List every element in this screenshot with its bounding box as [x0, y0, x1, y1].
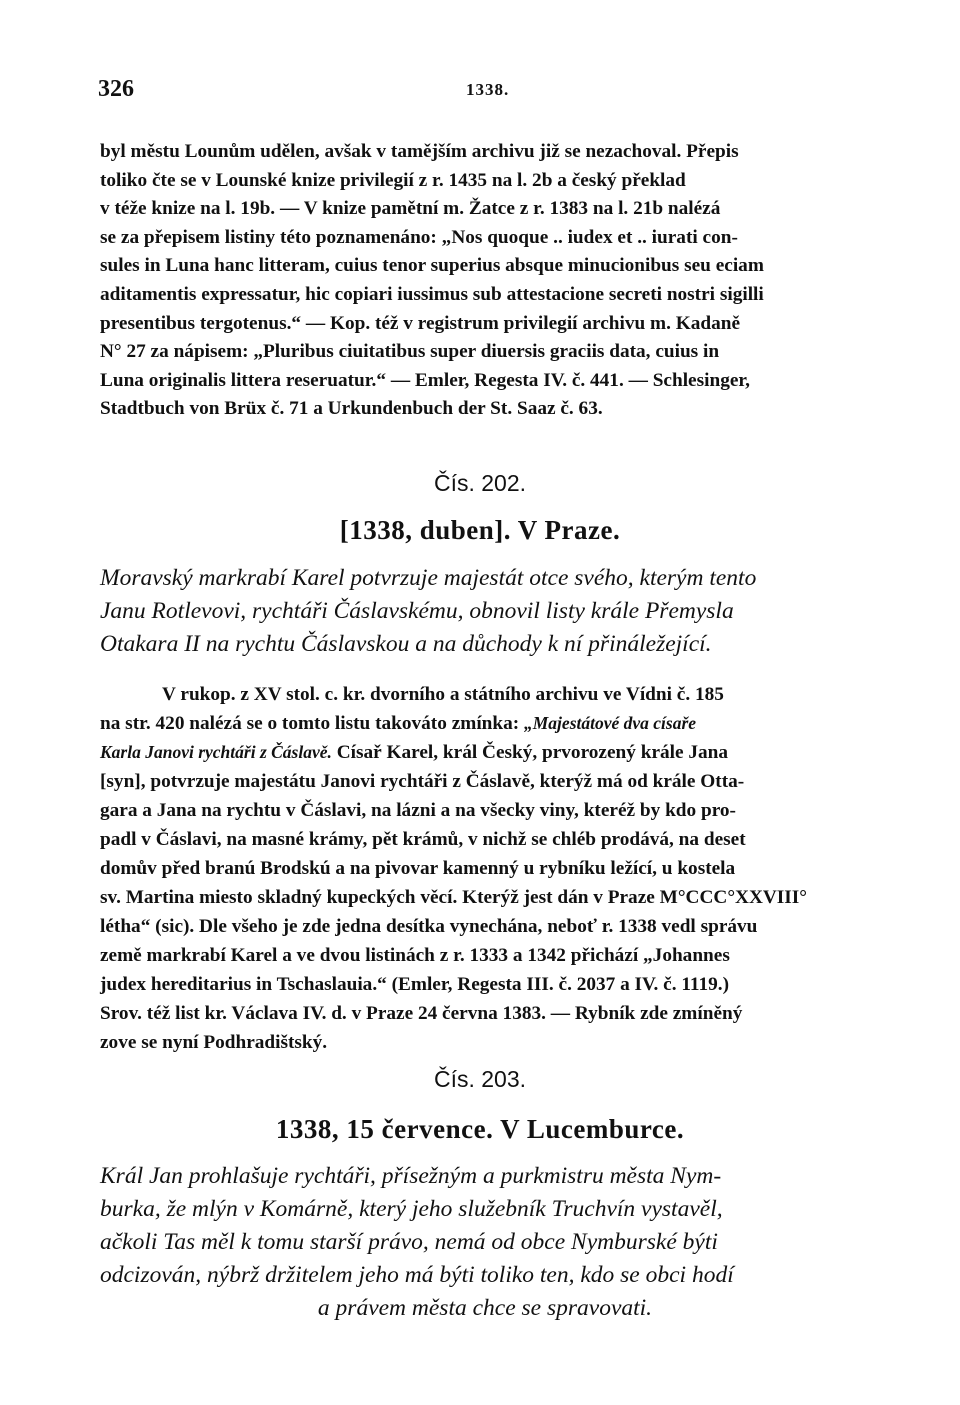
text-fragment: na str. 420 nalézá se o tomto listu takováto zmínka: [100, 713, 524, 734]
regest-202 [100, 562, 870, 661]
text-line: gara a Jana na rychtu v Čáslavi, na lázni a na všecky viny, kteréž by kdo pro- [100, 800, 736, 821]
quoted-mention: Karla Janovi rychtáři z Čáslavě. [100, 742, 332, 762]
text-line: Luna originalis littera reseruatur.“ — Emler, Regesta IV. č. 441. — Schlesinger, [100, 369, 751, 391]
text-line: v téže knize na l. 19b. — V knize pamětní m. Žatce z r. 1383 na l. 21b nalézá [100, 198, 721, 220]
text-line: sules in Luna hanc litteram, cuius tenor superius absque minucionibus seu eciam [100, 255, 764, 277]
regest-line: Moravský markrabí Karel potvrzuje majestát otce svého, kterým tento [100, 565, 757, 591]
note-202 [100, 680, 870, 1057]
text-line [100, 738, 870, 767]
text-line: aditamentis expressatur, hic copiari iussimus sub attestacione secreti nostri sigilli [100, 283, 764, 305]
quoted-mention: „Majestátové dva císaře [524, 713, 697, 733]
text-line: toliko čte se v Lounské knize privilegií z r. 1435 na l. 2b a český překlad [100, 169, 686, 191]
text-line: V rukop. z XV stol. c. kr. dvorního a státního archivu ve Vídni č. 185 [162, 684, 724, 705]
page-header [98, 76, 878, 106]
text-line: presentibus tergotenus.“ — Kop. též v registrum privilegií archivu m. Kadaně [100, 312, 741, 334]
document-date-place-202: [1338, duben]. V Praze. [339, 515, 621, 545]
text-line: padl v Čáslavi, na masné krámy, pět krámů, v nichž se chléb prodává, na deset [100, 829, 746, 850]
text-line: zove se nyní Podhradištský. [100, 1032, 328, 1053]
regest-line: a právem města chce se spravovati. [317, 1295, 653, 1321]
intro-paragraph [100, 138, 870, 424]
text-fragment: Císař Karel, král Český, prvorozený krále Jana [331, 742, 729, 763]
regest-line: Otakara II na rychtu Čáslavskou a na důchody k ní přináležející. [100, 631, 712, 657]
text-line: byl městu Lounům udělen, avšak v tamějším archivu již se nezachoval. Přepis [100, 141, 739, 162]
text-line: [syn], potvrzuje majestátu Janovi rychtáři z Čáslavě, kterýž má od krále Otta- [100, 771, 745, 792]
text-line: judex hereditarius in Tschaslauia.“ (Emler, Regesta III. č. 2037 a IV. č. 1119.) [100, 974, 730, 995]
regest-line: Král Jan prohlašuje rychtáři, přísežným a purkmistru města Nym- [100, 1163, 722, 1189]
document-date-place-203: 1338, 15 července. V Lucemburce. [275, 1114, 685, 1144]
text-line [100, 709, 870, 738]
page-number: 326 [98, 76, 134, 102]
document-number-203: Čís. 203. [433, 1066, 527, 1092]
text-line: se za přepisem listiny této poznamenáno: „Nos quoque .. iudex et .. iurati con- [100, 226, 738, 248]
text-line: Stadtbuch von Brüx č. 71 a Urkundenbuch der St. Saaz č. 63. [100, 398, 603, 420]
regest-line: burka, že mlýn v Komárně, který jeho služebník Truchvín vystavěl, [100, 1196, 723, 1222]
text-line: létha“ (sic). Dle všeho je zde jedna desítka vynechána, neboť r. 1338 vedl správu [100, 916, 758, 937]
regest-line: Janu Rotlevovi, rychtáři Čáslavskému, obnovil listy krále Přemysla [100, 598, 734, 624]
regest-line: odcizován, nýbrž držitelem jeho má býti toliko ten, kdo se obci hodí [100, 1262, 734, 1288]
text-line: země markrabí Karel a ve dvou listinách z r. 1333 a 1342 přichází „Johannes [100, 945, 730, 966]
regest-203 [100, 1160, 870, 1325]
regest-line: ačkoli Tas měl k tomu starší právo, nemá od obce Nymburské býti [100, 1229, 718, 1255]
text-line: domův před branú Brodskú a na pivovar kamenný u rybníku ležící, u kostela [100, 858, 736, 879]
running-head-year: 1338. [466, 80, 510, 99]
text-line: N° 27 za nápisem: „Pluribus ciuitatibus super diuersis graciis data, cuius in [100, 341, 720, 363]
document-number-202: Čís. 202. [433, 470, 527, 496]
text-line: sv. Martina miesto skladný kupeckých věcí. Kterýž jest dán v Praze M°CCC°XXVIII° [100, 887, 808, 908]
text-line: Srov. též list kr. Václava IV. d. v Praze 24 června 1383. — Rybník zde zmíněný [100, 1003, 743, 1024]
